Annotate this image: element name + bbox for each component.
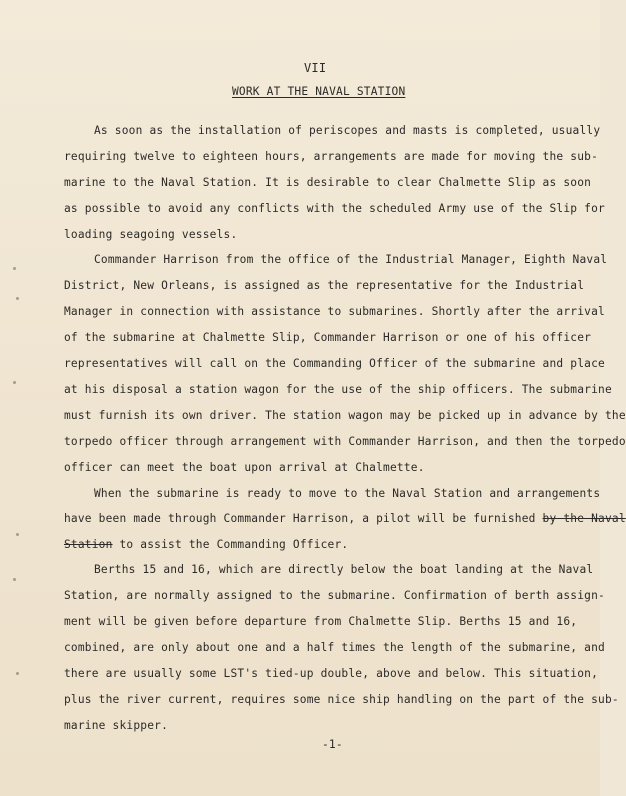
paragraph-1-line-5: loading seagoing vessels. (64, 228, 238, 241)
punch-mark (13, 267, 16, 270)
paragraph-4-line-6: plus the river current, requires some nice ship handling on the part of the sub- (64, 693, 619, 706)
paragraph-4-line-5: there are usually some LST's tied-up double, above and below. This situation, (64, 667, 599, 680)
paragraph-2-line-7: must furnish its own driver. The station wagon may be picked up in advance by the (64, 409, 626, 422)
paragraph-1-line-4: as possible to avoid any conflicts with the scheduled Army use of the Slip for (64, 202, 605, 215)
punch-mark (16, 297, 19, 300)
punch-mark (13, 578, 16, 581)
struck-text: Station (64, 538, 113, 551)
paragraph-3-line-1: When the submarine is ready to move to the Naval Station and arrangements (94, 487, 601, 500)
paragraph-2-line-6: at his disposal a station wagon for the use of the ship officers. The submarine (64, 383, 612, 396)
punch-mark (16, 533, 19, 536)
paragraph-3-line-3-text: to assist the Commanding Officer. (112, 538, 349, 551)
paragraph-4-line-3: ment will be given before departure from Chalmette Slip. Berths 15 and 16, (64, 615, 578, 628)
punch-mark (13, 381, 16, 384)
paragraph-2-line-3: Manager in connection with assistance to submarines. Shortly after the arrival (64, 305, 605, 318)
paragraph-2-line-1: Commander Harrison from the office of the Industrial Manager, Eighth Naval (94, 253, 608, 266)
paragraph-4-line-4: combined, are only about one and a half times the length of the submarine, and (64, 641, 605, 654)
chapter-number: VII (304, 61, 327, 75)
paragraph-3-line-2 (64, 512, 626, 526)
punch-mark (16, 672, 19, 675)
paragraph-2-line-2: District, New Orleans, is assigned as the representative for the Industrial (64, 279, 585, 292)
paragraph-1-line-3: marine to the Naval Station. It is desirable to clear Chalmette Slip as soon (64, 176, 592, 189)
paragraph-2-line-4: of the submarine at Chalmette Slip, Commander Harrison or one of his officer (64, 331, 592, 344)
paragraph-1-line-1: As soon as the installation of periscopes and masts is completed, usually (94, 124, 601, 137)
page-title: WORK AT THE NAVAL STATION (232, 85, 406, 98)
struck-text: by the Naval (542, 512, 626, 525)
paragraph-3-line-2-text: have been made through Commander Harrison, a pilot will be furnished (64, 512, 543, 525)
paragraph-1-line-2: requiring twelve to eighteen hours, arrangements are made for moving the sub- (64, 150, 599, 163)
page-number: -1- (322, 738, 343, 751)
paragraph-4-line-7: marine skipper. (64, 719, 169, 732)
paragraph-4-line-2: Station, are normally assigned to the submarine. Confirmation of berth assign- (64, 589, 605, 602)
paragraph-2-line-9: officer can meet the boat upon arrival at Chalmette. (64, 461, 425, 474)
paragraph-4-line-1: Berths 15 and 16, which are directly below the boat landing at the Naval (94, 563, 594, 576)
paragraph-3-line-3 (64, 538, 348, 552)
paragraph-2-line-5: representatives will call on the Commanding Officer of the submarine and place (64, 357, 605, 370)
paragraph-2-line-8: torpedo officer through arrangement with Commander Harrison, and then the torpedo (64, 435, 626, 448)
